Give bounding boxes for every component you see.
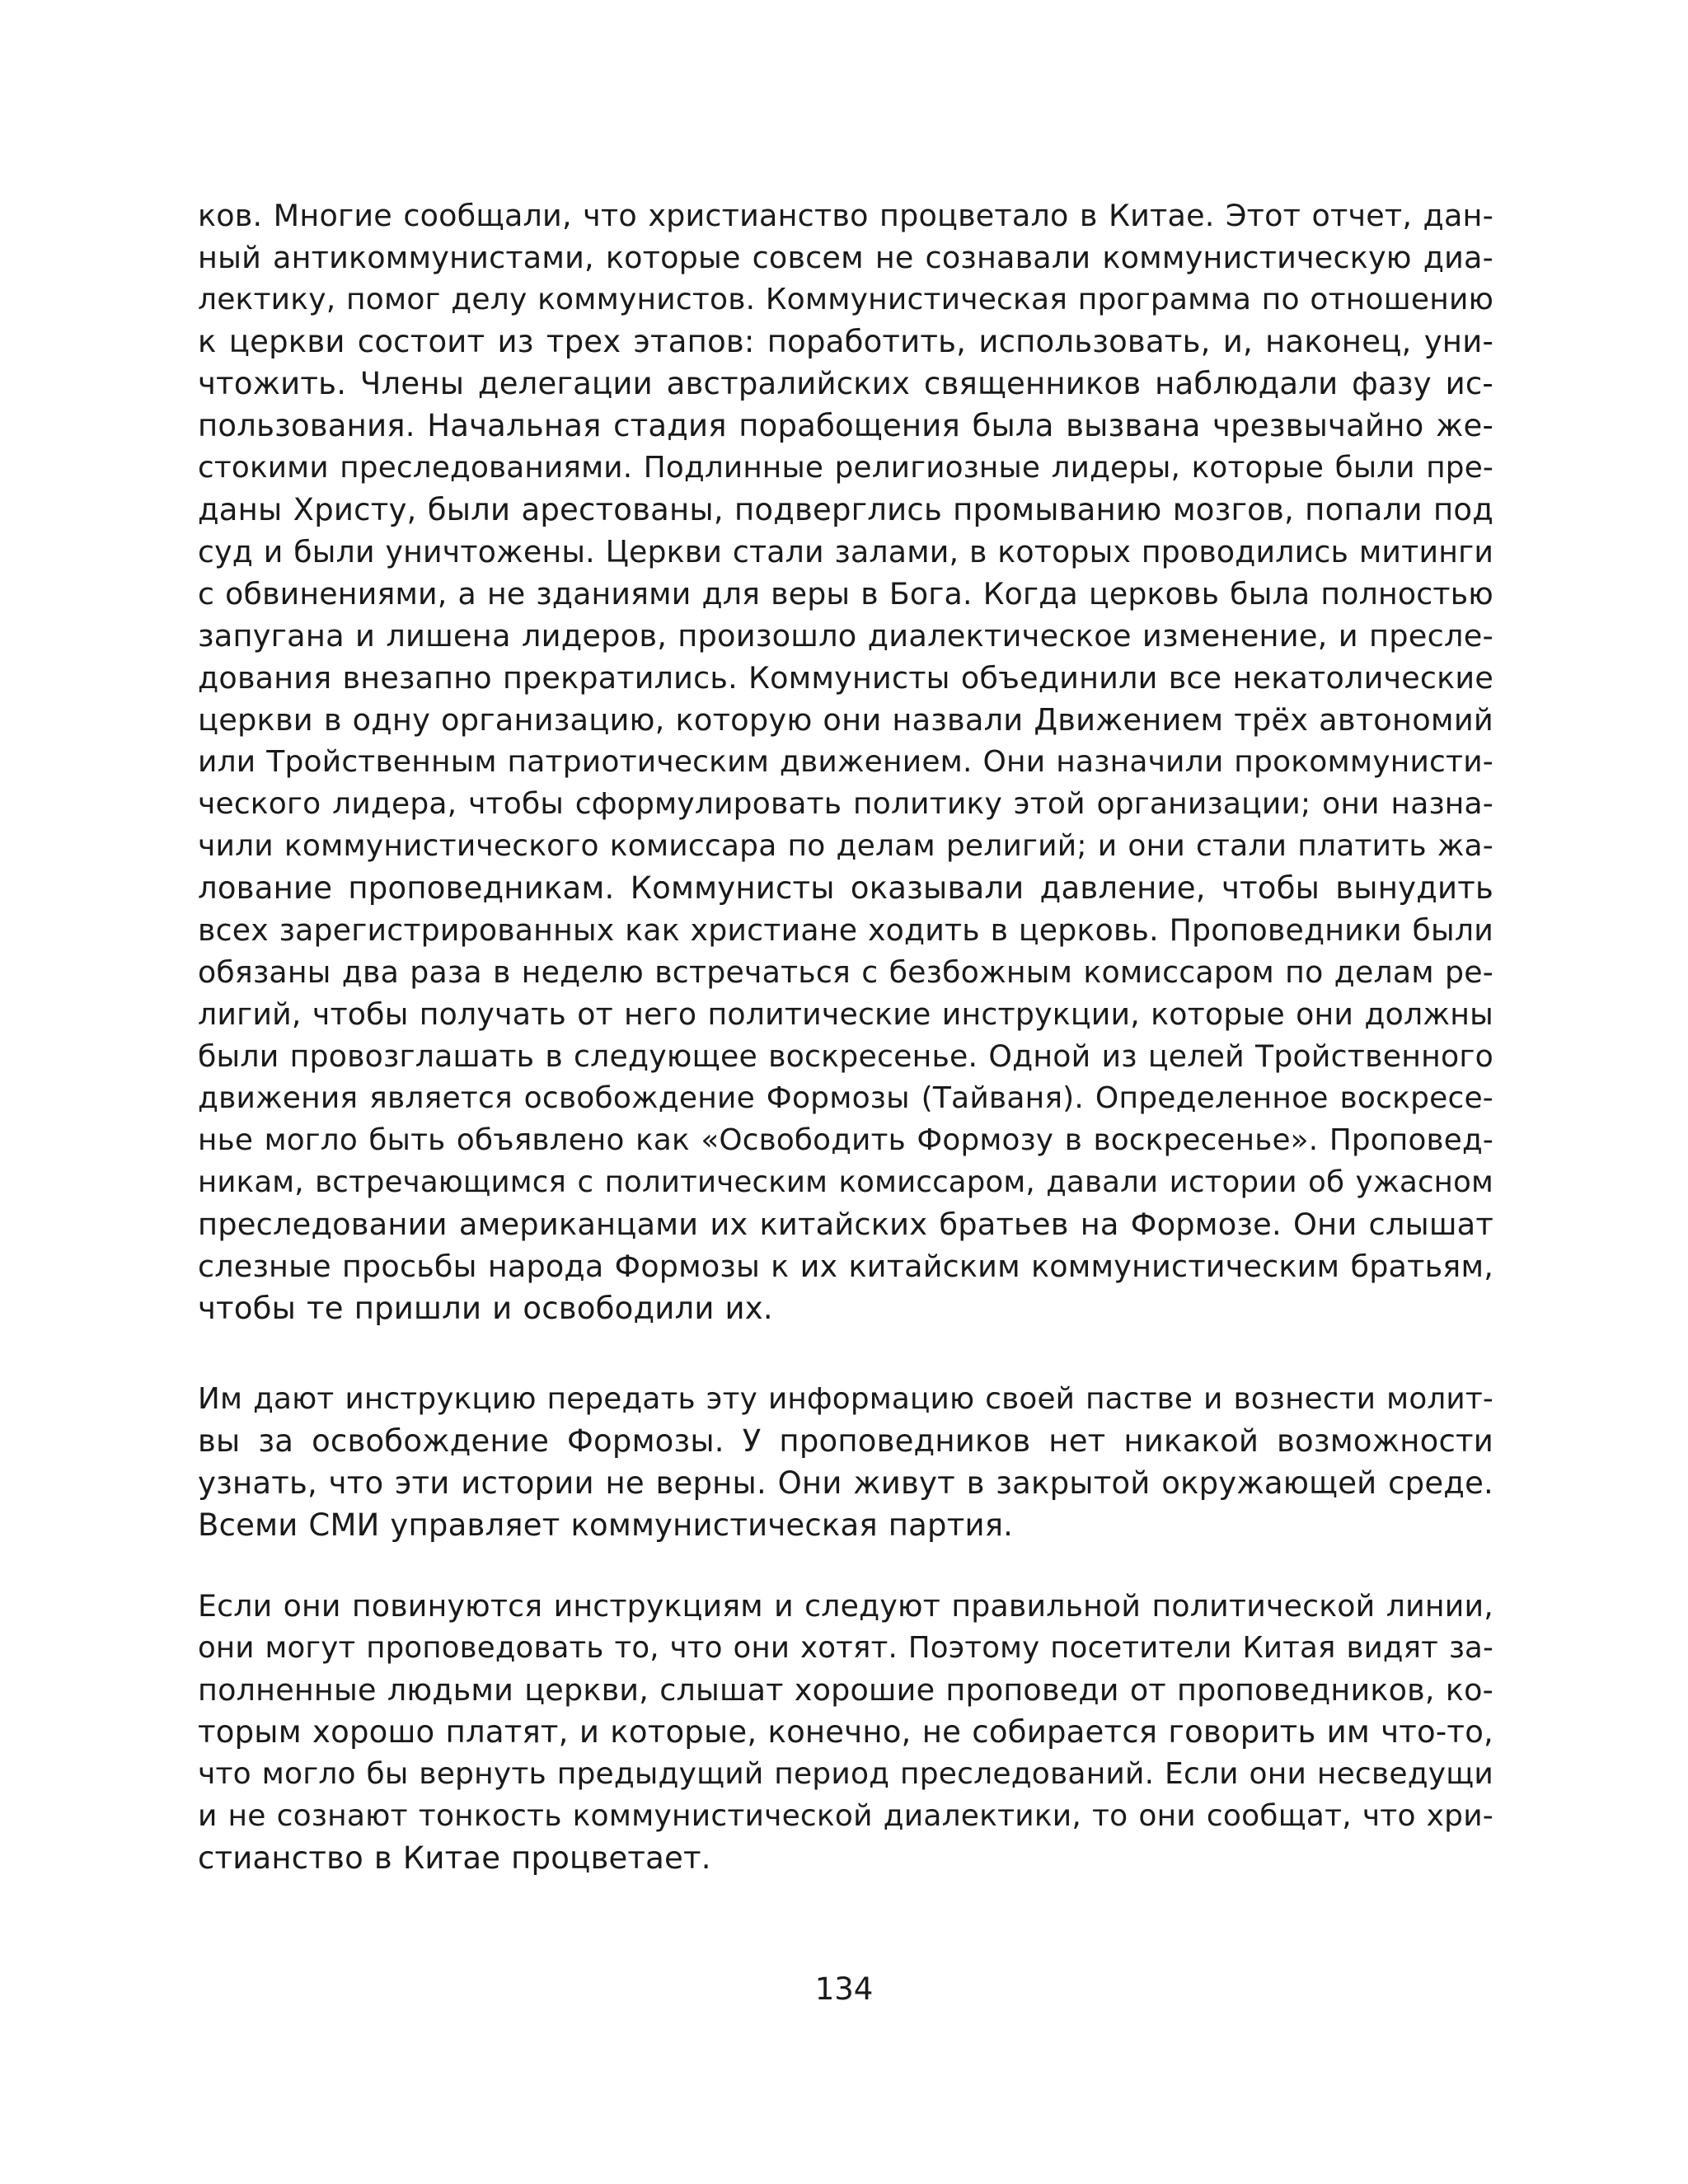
text-line: всех зарегистрированных как христиане ходить в церковь. Проповедники были xyxy=(198,912,1493,948)
text-line: преследовании американцами их китайских братьев на Формозе. Они слышат xyxy=(198,1207,1493,1242)
text-line: стианство в Китае процветает. xyxy=(198,1840,711,1876)
text-line: они могут проповедовать то, что они хотят. Поэтому посетители Китая видят за- xyxy=(198,1631,1493,1665)
text-line: даны Христу, были арестованы, подверглись промыванию мозгов, попали под xyxy=(198,492,1493,527)
text-line: торым хорошо платят, и которые, конечно, не собирается говорить им что-то, xyxy=(198,1714,1493,1750)
text-line: или Тройственным патриотическим движением. Они назначили прокоммунисти- xyxy=(198,745,1493,779)
text-line: ческого лидера, чтобы сформулировать политику этой организации; они назна- xyxy=(198,787,1493,821)
paragraph-1 xyxy=(198,194,1493,1329)
text-line: никам, встречающимся с политическим комиссаром, давали истории об ужасном xyxy=(198,1165,1493,1199)
text-line: Им дают инструкцию передать эту информацию своей пастве и вознести молит- xyxy=(198,1382,1493,1416)
text-line: лектику, помог делу коммунистов. Коммунистическая программа по отношению xyxy=(198,283,1494,316)
text-line: Если они повинуются инструкциям и следуют правильной политической линии, xyxy=(198,1588,1493,1624)
text-line: к церкви состоит из трех этапов: поработить, использовать, и, наконец, уни- xyxy=(198,324,1493,359)
text-line: обязаны два раза в неделю встречаться с безбожным комиссаром по делам ре- xyxy=(198,954,1493,990)
text-line: движения является освобождение Формозы (Тайваня). Определенное воскресе- xyxy=(198,1081,1493,1115)
text-line: узнать, что эти истории не верны. Они живут в закрытой окружающей среде. xyxy=(198,1465,1493,1501)
text-line: вы за освобождение Формозы. У проповедников нет никакой возможности xyxy=(198,1423,1493,1459)
text-line: чтобы те пришли и освободили их. xyxy=(198,1291,773,1326)
text-line: Всеми СМИ управляет коммунистическая партия. xyxy=(198,1507,1014,1543)
text-line: лование проповедникам. Коммунисты оказывали давление, чтобы вынудить xyxy=(198,870,1493,906)
text-line: дования внезапно прекратились. Коммунисты объединили все некатолические xyxy=(198,660,1493,696)
text-line: полненные людьми церкви, слышат хорошие проповеди от проповедников, ко- xyxy=(198,1672,1493,1708)
text-line: слезные просьбы народа Формозы к их китайским коммунистическим братьям, xyxy=(198,1249,1493,1284)
text-line: церкви в одну организацию, которую они назвали Движением трёх автономий xyxy=(198,702,1493,738)
text-line: запугана и лишена лидеров, произошло диалектическое изменение, и пресле- xyxy=(198,618,1493,654)
page-number: 134 xyxy=(814,1971,874,2007)
text-line: ков. Многие сообщали, что христианство процветало в Китае. Этот отчет, дан- xyxy=(198,198,1493,233)
text-line: лигий, чтобы получать от него политические инструкции, которые они должны xyxy=(198,996,1493,1032)
text-line: и не сознают тонкость коммунистической диалектики, то они сообщат, что хри- xyxy=(198,1799,1493,1833)
text-line: стокими преследованиями. Подлинные религиозные лидеры, которые были пре- xyxy=(198,451,1493,485)
text-line: были провозглашать в следующее воскресенье. Одной из целей Тройственного xyxy=(198,1038,1493,1074)
text-line: чтожить. Члены делегации австралийских священников наблюдали фазу ис- xyxy=(198,366,1493,401)
text-line: чили коммунистического комиссара по делам религий; и они стали платить жа- xyxy=(198,829,1493,863)
text-line: нье могло быть объявлено как «Освободить Формозу в воскресенье». Проповед- xyxy=(198,1123,1493,1157)
text-line: что могло бы вернуть предыдущий период преследований. Если они несведущи xyxy=(198,1757,1493,1791)
text-line: суд и были уничтожены. Церкви стали залами, в которых проводились митинги xyxy=(198,534,1494,569)
paragraph-2 xyxy=(198,1378,1493,1546)
text-line: с обвинениями, а не зданиями для веры в Бога. Когда церковь была полностью xyxy=(198,576,1493,612)
text-line: ный антикоммунистами, которые совсем не сознавали коммунистическую диа- xyxy=(198,240,1493,275)
text-line: пользования. Начальная стадия порабощения была вызвана чрезвычайно же- xyxy=(198,408,1493,443)
paragraph-3 xyxy=(198,1585,1493,1879)
